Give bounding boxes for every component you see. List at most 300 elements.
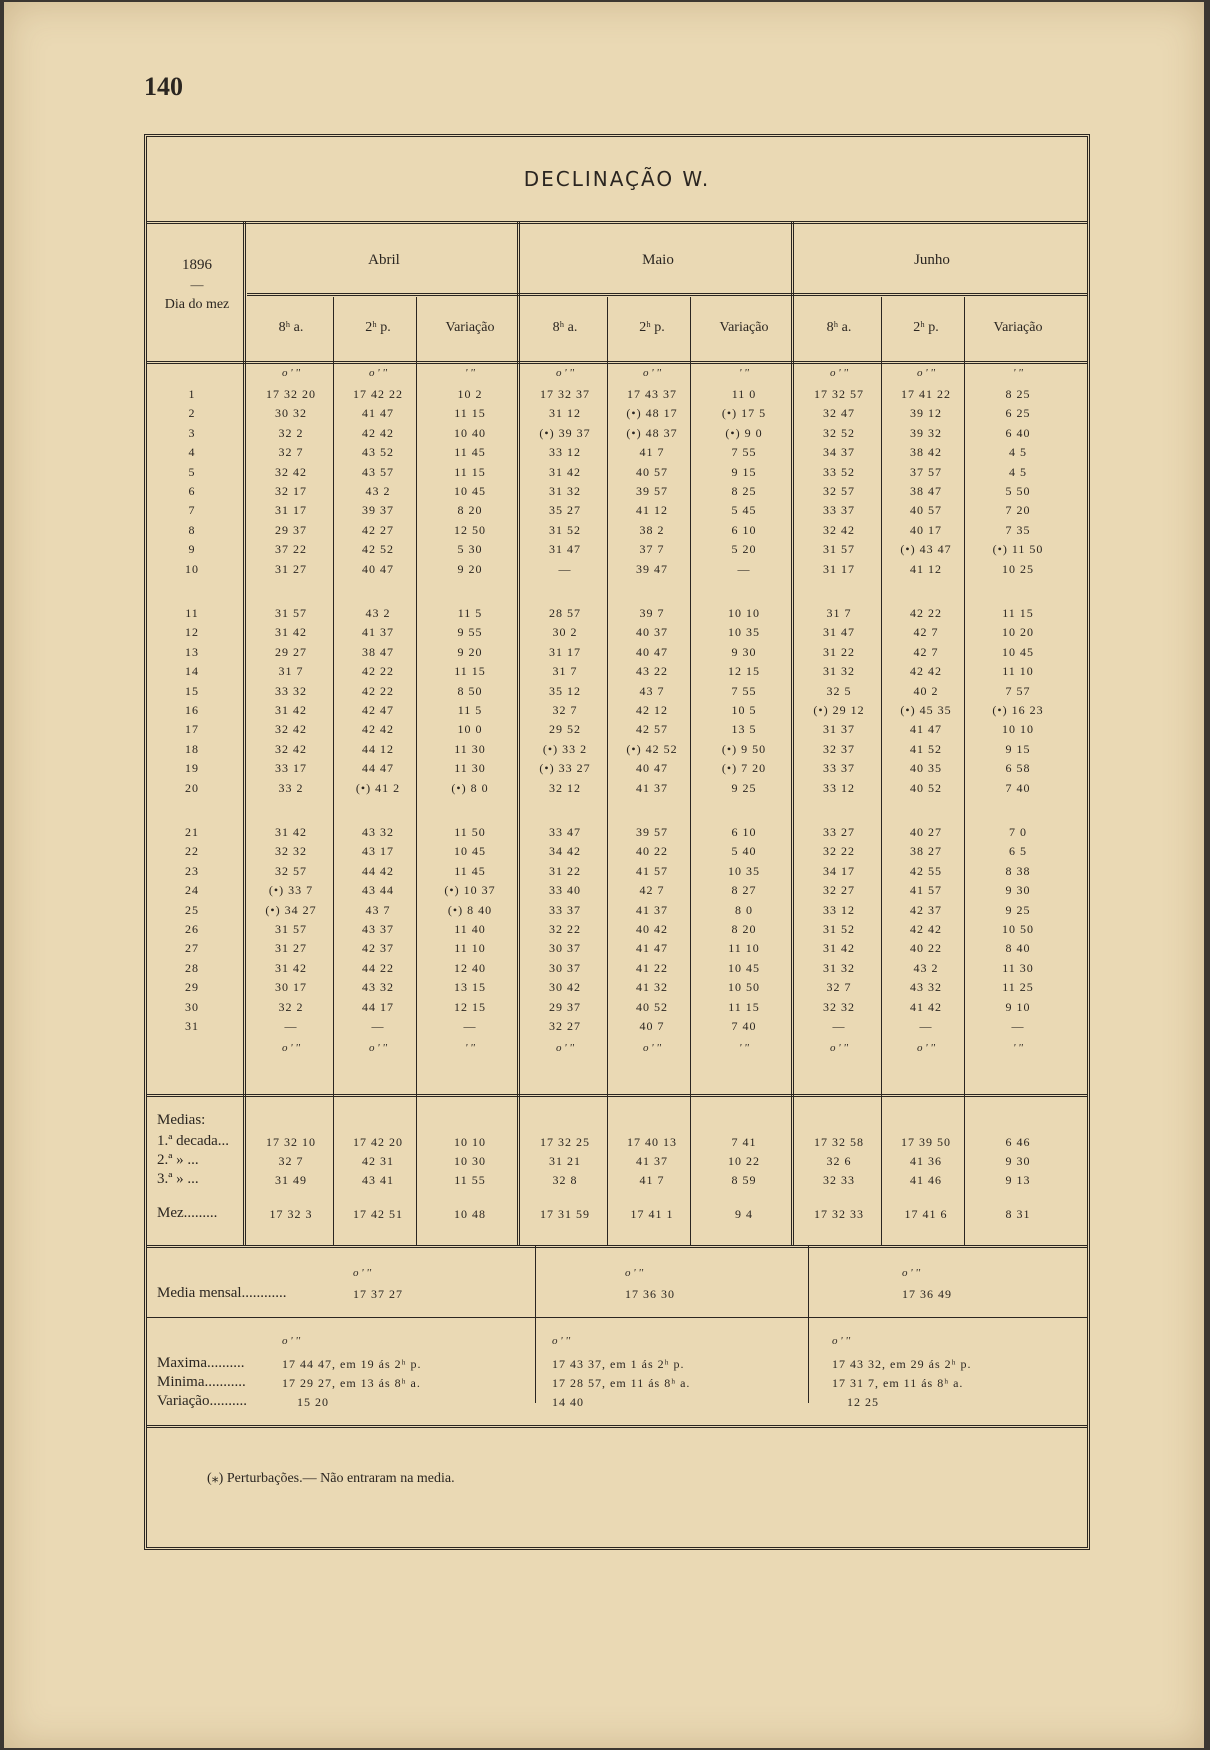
- table-cell: 29 52: [549, 722, 581, 737]
- table-cell: 6 10: [731, 522, 757, 537]
- table-cell: 33 37: [823, 503, 855, 518]
- table-cell: 8 38: [1005, 863, 1031, 878]
- mez-row-cell: 17 32 3: [269, 1207, 313, 1221]
- table-cell: 40 2: [913, 683, 939, 698]
- table-cell: 31 52: [823, 922, 855, 936]
- table-cell: 6 5: [1009, 844, 1027, 859]
- table-cell: 42 57: [636, 722, 668, 737]
- mez-row-cell: 17 41 1: [630, 1207, 674, 1221]
- unit-medias-junho-2h: o ' '': [916, 1042, 936, 1054]
- table-cell: 11 10: [728, 941, 760, 956]
- table-cell: (•) 33 7: [268, 883, 314, 898]
- table-cell: 31 57: [275, 922, 307, 936]
- table-cell: 43 32: [910, 980, 942, 995]
- table-cell: 40 47: [362, 561, 394, 576]
- medias-row-cell: 10 10: [454, 1135, 486, 1149]
- table-cell: 41 52: [910, 741, 942, 756]
- unit-media-maio: o ' '': [625, 1267, 644, 1279]
- table-cell: 28 57: [549, 606, 581, 620]
- table-cell: 9 10: [1005, 999, 1031, 1014]
- mez-row-cell: 8 31: [1005, 1207, 1031, 1221]
- table-cell: 9 30: [1005, 883, 1031, 898]
- unit-media-abril: o ' '': [353, 1267, 372, 1279]
- table-cell: 11 15: [454, 464, 486, 479]
- table-cell: 39 47: [636, 561, 668, 576]
- day-number: 26: [185, 922, 199, 936]
- medias-row-cell: 43 41: [362, 1173, 394, 1187]
- table-cell: 31 27: [275, 561, 307, 576]
- table-cell: 10 35: [728, 863, 760, 878]
- table-cell: 40 35: [910, 761, 942, 776]
- table-cell: 11 5: [457, 606, 483, 620]
- table-cell: 42 7: [639, 883, 665, 898]
- table-cell: 5 30: [457, 542, 483, 557]
- table-cell: 10 20: [1002, 625, 1034, 640]
- day-number: 4: [188, 445, 196, 460]
- table-cell: 43 32: [362, 980, 394, 995]
- table-cell: 33 37: [823, 761, 855, 776]
- table-cell: 32 27: [823, 883, 855, 898]
- table-cell: 13 15: [454, 980, 486, 995]
- table-cell: 40 52: [636, 999, 668, 1014]
- table-cell: 43 22: [636, 664, 668, 679]
- table-cell: 32 32: [823, 999, 855, 1014]
- table-cell: 30 32: [275, 406, 307, 421]
- table-cell: 9 55: [457, 625, 483, 640]
- table-cell: 10 50: [728, 980, 760, 995]
- medias-row-cell: 17 42 20: [353, 1135, 403, 1149]
- table-cell: 32 7: [826, 980, 852, 995]
- day-number: 23: [185, 863, 199, 878]
- table-cell: 42 47: [362, 703, 394, 717]
- table-cell: 11 30: [454, 761, 486, 776]
- table-cell: 5 45: [731, 503, 757, 518]
- table-cell: 41 12: [636, 503, 668, 518]
- unit-row-maio-2h: o ' '': [642, 367, 662, 379]
- day-number: 14: [185, 664, 199, 679]
- table-cell: 17 32 57: [814, 387, 864, 401]
- maxima-abril: 17 44 47, em 19 ás 2ʰ p.: [282, 1357, 422, 1371]
- table-cell: 32 7: [552, 703, 578, 717]
- table-cell: 34 17: [823, 863, 855, 878]
- table-cell: 10 40: [454, 425, 486, 440]
- table-cell: 32 52: [823, 425, 855, 440]
- day-header: Dia do mez: [164, 297, 230, 312]
- table-cell: (•) 43 47: [900, 542, 952, 557]
- table-cell: 17 32 37: [540, 387, 590, 401]
- table-cell: 42 37: [362, 941, 394, 956]
- table-cell: 32 22: [823, 844, 855, 859]
- day-number: 8: [188, 522, 196, 537]
- table-cell: 43 2: [913, 960, 939, 975]
- table-cell: (•) 48 17: [626, 406, 678, 421]
- medias-row-cell: 32 7: [278, 1154, 304, 1168]
- table-cell: 40 42: [636, 922, 668, 936]
- year-dash: —: [190, 277, 204, 292]
- unit-medias-maio-2h: o ' '': [642, 1042, 662, 1054]
- table-cell: 12 15: [728, 664, 760, 679]
- table-cell: 41 37: [636, 902, 668, 917]
- table-cell: 31 7: [826, 606, 852, 620]
- page-number: 140: [144, 72, 183, 101]
- table-cell: 17 41 22: [901, 387, 951, 401]
- table-cell: 8 50: [457, 683, 483, 698]
- medias-row-cell: 10 30: [454, 1154, 486, 1168]
- table-cell: 9 30: [731, 644, 757, 659]
- table-cell: (•) 9 50: [721, 741, 767, 756]
- table-cell: 43 2: [365, 484, 391, 498]
- table-cell: 31 37: [823, 722, 855, 737]
- unit-medias-maio-variacao: ' '': [739, 1042, 749, 1054]
- table-cell: 10 45: [454, 484, 486, 498]
- table-cell: 29 37: [275, 522, 307, 537]
- table-cell: 9 15: [1005, 741, 1031, 756]
- medias-row-cell: 9 30: [1005, 1154, 1031, 1168]
- table-cell: 31 42: [549, 464, 581, 479]
- table-cell: 44 47: [362, 761, 394, 776]
- table-cell: 12 50: [454, 522, 486, 537]
- table-cell: (•) 34 27: [265, 902, 317, 917]
- table-cell: (•) 41 2: [355, 780, 401, 795]
- medias-row-cell: 11 55: [454, 1173, 486, 1187]
- table-cell: 37 22: [275, 542, 307, 557]
- table-cell: 6 58: [1005, 761, 1031, 776]
- day-number: 29: [185, 980, 199, 995]
- table-cell: 31 17: [275, 503, 307, 518]
- table-cell: 44 22: [362, 960, 394, 975]
- medias-row-cell: 17 32 25: [540, 1135, 590, 1149]
- medias-row-cell: 17 32 58: [814, 1135, 864, 1149]
- table-cell: 7 0: [1009, 825, 1027, 839]
- table-cell: 9 25: [1005, 902, 1031, 917]
- table-cell: 31 42: [275, 625, 307, 640]
- medias-row-cell: 41 37: [636, 1154, 668, 1168]
- table-cell: 32 42: [823, 522, 855, 537]
- declination-table: [144, 134, 1090, 1550]
- table-cell: 32 12: [549, 780, 581, 795]
- table-cell: 33 52: [823, 464, 855, 479]
- day-number: 22: [185, 844, 199, 859]
- table-cell: 33 2: [278, 780, 304, 795]
- table-cell: 10 2: [457, 387, 483, 401]
- table-cell: 42 22: [910, 606, 942, 620]
- table-cell: (•) 7 20: [721, 761, 767, 776]
- table-cell: 11 30: [454, 741, 486, 756]
- table-cell: 30 37: [549, 960, 581, 975]
- table-cell: —: [558, 561, 572, 576]
- table-cell: 44 12: [362, 741, 394, 756]
- table-cell: 30 17: [275, 980, 307, 995]
- table-cell: 31 27: [275, 941, 307, 956]
- table-cell: 33 12: [549, 445, 581, 460]
- table-cell: (•) 42 52: [626, 741, 678, 756]
- medias-row-cell: 42 31: [362, 1154, 394, 1168]
- day-number: 6: [188, 484, 196, 498]
- table-cell: (•) 48 37: [626, 425, 678, 440]
- variacao-abril: 15 20: [297, 1395, 329, 1409]
- unit-row-maio-variacao: ' '': [739, 367, 749, 379]
- table-cell: 7 40: [731, 1019, 757, 1033]
- unit-row-abril-2h: o ' '': [368, 367, 388, 379]
- medias-row-cell: 7 41: [731, 1135, 757, 1149]
- table-cell: 41 47: [362, 406, 394, 421]
- table-cell: 31 12: [549, 406, 581, 421]
- table-cell: 37 57: [910, 464, 942, 479]
- table-cell: 38 47: [910, 484, 942, 498]
- table-cell: 32 42: [275, 741, 307, 756]
- medias-row-cell: 31 21: [549, 1154, 581, 1168]
- table-cell: 41 47: [636, 941, 668, 956]
- table-cell: 42 7: [913, 644, 939, 659]
- medias-row-cell: 32 6: [826, 1154, 852, 1168]
- table-cell: 41 47: [910, 722, 942, 737]
- table-cell: 39 12: [910, 406, 942, 421]
- day-number: 30: [185, 999, 199, 1014]
- table-cell: —: [737, 561, 751, 576]
- mez-row-cell: 17 41 6: [904, 1207, 948, 1221]
- document-page: [4, 2, 1204, 1748]
- table-cell: 31 7: [552, 664, 578, 679]
- table-cell: 8 40: [1005, 941, 1031, 956]
- table-cell: 11 30: [1002, 960, 1034, 975]
- table-cell: 43 7: [365, 902, 391, 917]
- table-cell: 41 57: [910, 883, 942, 898]
- table-cell: —: [463, 1019, 477, 1033]
- table-cell: 5 20: [731, 542, 757, 557]
- day-number: 15: [185, 683, 199, 698]
- table-cell: 31 52: [549, 522, 581, 537]
- day-number: 18: [185, 741, 199, 756]
- table-cell: 32 37: [823, 741, 855, 756]
- unit-medias-abril-2h: o ' '': [368, 1042, 388, 1054]
- table-cell: 5 50: [1005, 484, 1031, 498]
- col-header-maio-8h: 8ʰ a.: [552, 320, 578, 335]
- table-cell: 6 10: [731, 825, 757, 839]
- table-cell: 32 2: [278, 425, 304, 440]
- table-cell: 33 12: [823, 780, 855, 795]
- table-cell: 43 52: [362, 445, 394, 460]
- table-cell: 42 12: [636, 703, 668, 717]
- minima-junho: 17 31 7, em 11 ás 8ʰ a.: [832, 1376, 964, 1390]
- table-cell: 31 32: [823, 664, 855, 679]
- table-cell: 34 37: [823, 445, 855, 460]
- col-header-abril-variacao: Variação: [445, 320, 495, 335]
- table-cell: 40 52: [910, 780, 942, 795]
- table-cell: 33 47: [549, 825, 581, 839]
- table-cell: 31 42: [275, 703, 307, 717]
- table-cell: 10 0: [457, 722, 483, 737]
- table-cell: 41 7: [639, 445, 665, 460]
- table-cell: 32 47: [823, 406, 855, 421]
- day-number: 19: [185, 761, 199, 776]
- table-cell: 38 27: [910, 844, 942, 859]
- table-cell: 42 27: [362, 522, 394, 537]
- table-cell: 4 5: [1009, 464, 1027, 479]
- table-cell: 33 32: [275, 683, 307, 698]
- table-cell: 39 57: [636, 484, 668, 498]
- table-cell: —: [371, 1019, 385, 1033]
- table-cell: 17 42 22: [353, 387, 403, 401]
- table-cell: 32 42: [275, 464, 307, 479]
- table-cell: 10 10: [1002, 722, 1034, 737]
- table-cell: (•) 10 37: [444, 883, 496, 898]
- table-cell: 41 22: [636, 960, 668, 975]
- table-cell: 31 42: [823, 941, 855, 956]
- unit-row-junho-8h: o ' '': [829, 367, 849, 379]
- table-cell: 42 55: [910, 863, 942, 878]
- variacao-junho: 12 25: [847, 1395, 879, 1409]
- table-cell: (•) 16 23: [992, 703, 1044, 717]
- table-cell: 32 42: [275, 722, 307, 737]
- table-cell: 7 57: [1005, 683, 1031, 698]
- table-cell: 42 42: [910, 664, 942, 679]
- table-cell: 7 55: [731, 683, 757, 698]
- day-number: 10: [185, 561, 199, 576]
- table-cell: 11 50: [454, 825, 486, 839]
- table-cell: (•) 8 0: [451, 780, 489, 795]
- table-cell: 41 57: [636, 863, 668, 878]
- table-cell: 31 42: [275, 825, 307, 839]
- table-cell: 7 55: [731, 445, 757, 460]
- medias-label: Medias:: [157, 1112, 206, 1128]
- table-cell: 44 17: [362, 999, 394, 1014]
- table-title: DECLINAÇÃO W.: [523, 167, 711, 191]
- table-cell: 41 32: [636, 980, 668, 995]
- day-number: 7: [188, 503, 196, 518]
- table-cell: 39 7: [639, 606, 665, 620]
- medias-row-cell: 9 13: [1005, 1173, 1031, 1187]
- medias-row-cell: 6 46: [1005, 1135, 1031, 1149]
- table-cell: 30 2: [552, 625, 578, 640]
- table-cell: 40 57: [910, 503, 942, 518]
- table-cell: (•) 29 12: [813, 703, 865, 717]
- mez-row-cell: 17 31 59: [540, 1207, 590, 1221]
- month-header-junho: Junho: [914, 252, 950, 268]
- month-header-abril: Abril: [368, 252, 400, 268]
- table-cell: 31 57: [275, 606, 307, 620]
- table-cell: 40 17: [910, 522, 942, 537]
- col-header-abril-2h: 2ʰ p.: [365, 320, 391, 335]
- table-cell: 11 15: [454, 664, 486, 679]
- unit-medias-maio-8h: o ' '': [555, 1042, 575, 1054]
- day-number: 31: [185, 1019, 199, 1033]
- media-mensal-abril: 17 37 27: [353, 1287, 403, 1301]
- table-cell: 31 22: [549, 863, 581, 878]
- table-cell: 32 57: [275, 863, 307, 878]
- medias-row-cell: 41 36: [910, 1154, 942, 1168]
- unit-ext-maio: o ' '': [552, 1335, 571, 1347]
- table-cell: 8 0: [735, 902, 753, 917]
- media-mensal-label: Media mensal............: [157, 1285, 287, 1301]
- table-cell: 31 17: [823, 561, 855, 576]
- table-cell: 40 27: [910, 825, 942, 839]
- year-label: 1896: [182, 257, 212, 273]
- table-cell: (•) 9 0: [725, 425, 763, 440]
- table-cell: 43 44: [362, 883, 394, 898]
- table-cell: 41 42: [910, 999, 942, 1014]
- table-cell: 31 17: [549, 644, 581, 659]
- col-header-maio-2h: 2ʰ p.: [639, 320, 665, 335]
- table-cell: 8 25: [1005, 387, 1031, 401]
- table-cell: 11 45: [454, 863, 486, 878]
- unit-medias-abril-variacao: ' '': [465, 1042, 475, 1054]
- table-cell: 7 20: [1005, 503, 1031, 518]
- col-header-junho-8h: 8ʰ a.: [826, 320, 852, 335]
- table-cell: 40 37: [636, 625, 668, 640]
- table-cell: 10 45: [728, 960, 760, 975]
- table-cell: 11 5: [457, 703, 483, 717]
- table-cell: 10 45: [454, 844, 486, 859]
- medias-row-cell: 31 49: [275, 1173, 307, 1187]
- table-cell: 33 37: [549, 902, 581, 917]
- medias-row-label: 3.ª » ...: [157, 1171, 199, 1187]
- day-number: 5: [188, 464, 196, 479]
- unit-row-abril-8h: o ' '': [281, 367, 301, 379]
- table-cell: 31 32: [823, 960, 855, 975]
- unit-ext-junho: o ' '': [832, 1335, 851, 1347]
- medias-row-cell: 17 39 50: [901, 1135, 951, 1149]
- medias-row-cell: 32 8: [552, 1173, 578, 1187]
- day-number: 25: [185, 902, 199, 917]
- table-cell: 29 37: [549, 999, 581, 1014]
- table-cell: 10 25: [1002, 561, 1034, 576]
- maxima-label: Maxima..........: [157, 1355, 245, 1371]
- day-number: 12: [185, 625, 199, 640]
- unit-row-abril-variacao: ' '': [465, 367, 475, 379]
- table-cell: 33 27: [823, 825, 855, 839]
- minima-maio: 17 28 57, em 11 ás 8ʰ a.: [552, 1376, 691, 1390]
- table-cell: 31 32: [549, 484, 581, 498]
- table-cell: 41 12: [910, 561, 942, 576]
- table-cell: —: [284, 1019, 298, 1033]
- day-number: 20: [185, 780, 199, 795]
- table-cell: 11 15: [454, 406, 486, 421]
- table-cell: 12 40: [454, 960, 486, 975]
- day-number: 17: [185, 722, 199, 737]
- table-cell: 9 25: [731, 780, 757, 795]
- table-cell: 43 37: [362, 922, 394, 936]
- col-header-abril-8h: 8ʰ a.: [278, 320, 304, 335]
- table-cell: 31 22: [823, 644, 855, 659]
- table-cell: 37 7: [639, 542, 665, 557]
- medias-row-cell: 8 59: [731, 1173, 757, 1187]
- col-header-junho-2h: 2ʰ p.: [913, 320, 939, 335]
- day-number: 24: [185, 883, 199, 898]
- unit-medias-junho-8h: o ' '': [829, 1042, 849, 1054]
- day-number: 2: [188, 406, 196, 421]
- day-number: 1: [188, 387, 196, 401]
- table-cell: 9 20: [457, 561, 483, 576]
- table-cell: 39 37: [362, 503, 394, 518]
- table-cell: 40 57: [636, 464, 668, 479]
- table-cell: (•) 33 2: [542, 741, 588, 756]
- table-cell: 11 10: [454, 941, 486, 956]
- table-cell: 10 10: [728, 606, 760, 620]
- medias-row-cell: 17 32 10: [266, 1135, 316, 1149]
- maxima-maio: 17 43 37, em 1 ás 2ʰ p.: [552, 1357, 685, 1371]
- table-cell: 8 27: [731, 883, 757, 898]
- table-cell: (•) 8 40: [447, 902, 493, 917]
- table-cell: 43 7: [639, 683, 665, 698]
- medias-row-cell: 41 7: [639, 1173, 665, 1187]
- table-cell: 32 57: [823, 484, 855, 498]
- table-cell: 4 5: [1009, 445, 1027, 460]
- table-cell: 5 40: [731, 844, 757, 859]
- table-cell: 11 15: [728, 999, 760, 1014]
- table-cell: 12 15: [454, 999, 486, 1014]
- medias-row-cell: 32 33: [823, 1173, 855, 1187]
- table-cell: 42 42: [362, 425, 394, 440]
